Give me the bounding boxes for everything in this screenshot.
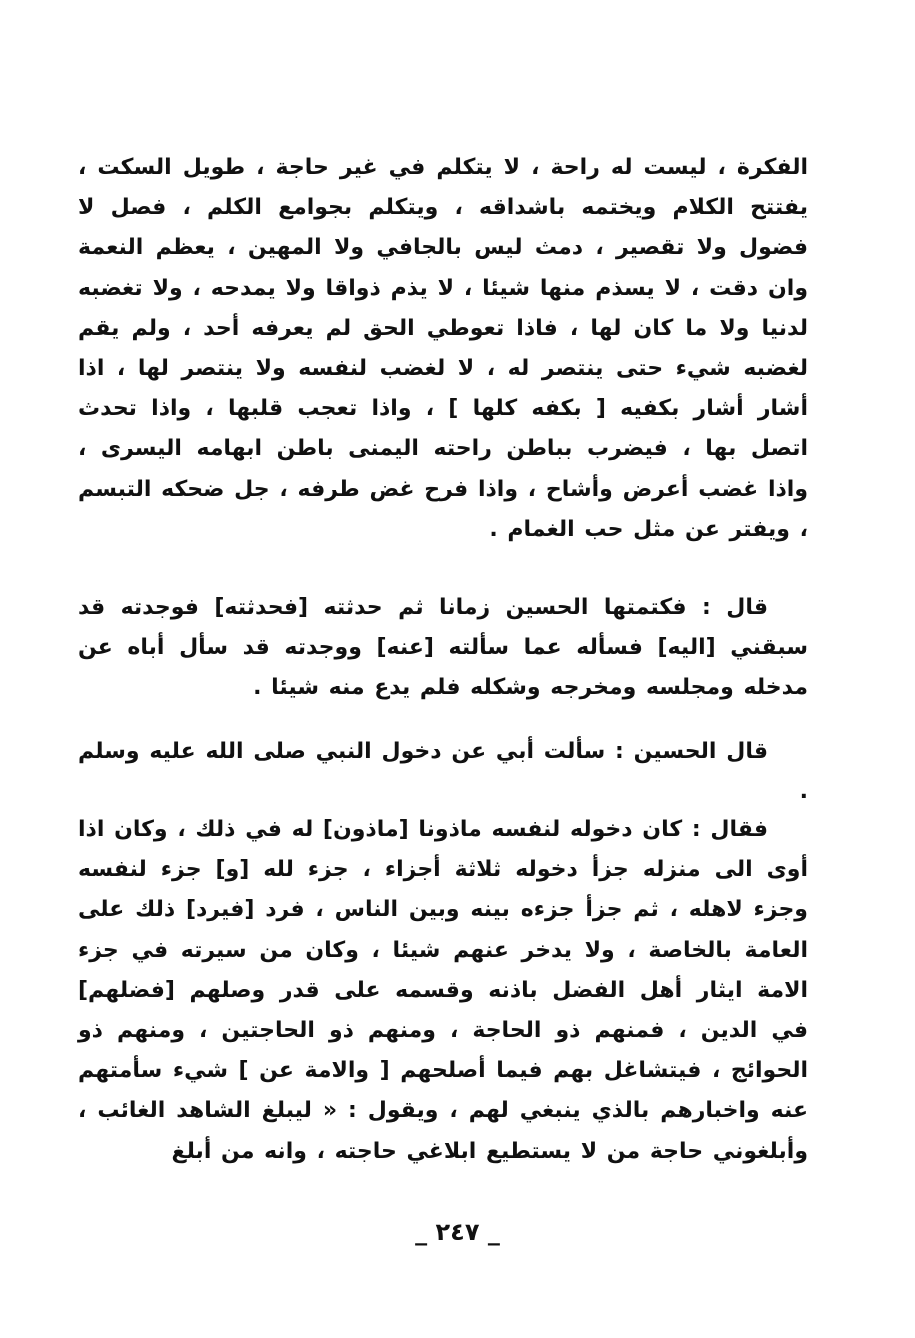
paragraph-al-hussein-asked: قال الحسين : سألت أبي عن دخول النبي صلى الله عليه وسلم .: [78, 739, 808, 805]
paragraph-his-entry: فقال : كان دخوله لنفسه ماذونا [ماذون] له في ذلك ، وكان اذا أوى الى منزله جزأ دخوله ثلاثة أجزاء ، جزء لله [و] جزء لنفسه وجزء لاهله ، ثم جزأ جزءه بينه وبين الناس ، فرد [فيرد] ذلك على العامة بالخاصة ، ولا يدخر عنهم شيئا ، وكان من سيرته في جزء الامة ايثار أهل الفضل باذنه وقسمه على قدر وصلهم [فضلهم] في الدين ، فمنهم ذو الحاجة ، ومنهم ذو الحاجتين ، ومنهم ذو الحوائج ، فيتشاغل بهم فيما أصلحهم [ والامة عن ] شيء سأمتهم عنه واخبارهم بالذي ينبغي لهم ، ويقول : « ليبلغ الشاهد الغائب ، وأبلغوني حاجة من لا يستطيع ابلاغي حاجته ، وانه من أبلغ: [78, 817, 808, 1164]
paragraph-description: الفكرة ، ليست له راحة ، لا يتكلم في غير حاجة ، طويل السكت ، يفتتح الكلام ويختمه باشداقه ، ويتكلم بجوامع الكلم ، فصل لا فضول ولا تقصير ، دمث ليس بالجافي ولا المهين ، يعظم النعمة وان دقت ، لا يسذم منها شيئا ، لا يذم ذواقا ولا يمدحه ، ولا تغضبه لدنيا ولا ما كان لها ، فاذا تعوطي الحق لم يعرفه أحد ، ولم يقم لغضبه شيء حتى ينتصر له ، لا لغضب لنفسه ولا ينتصر لها ، اذا أشار أشار بكفيه [ بكفه كلها ] ، واذا تعجب قلبها ، واذا تحدث اتصل بها ، فيضرب بباطن راحته اليمنى باطن ابهامه اليسرى ، واذا غضب أعرض وأشاح ، واذا فرح غض طرفه ، جل ضحكه التبسم ، ويفتر عن مثل حب الغمام .: [78, 155, 808, 542]
page-number: _ ٢٤٧ _: [415, 1218, 500, 1246]
paragraph-al-hussein-concealed: قال : فكتمتها الحسين زمانا ثم حدثته [فحدثته] فوجدته قد سبقني [اليه] فسأله عما سألته [عنه] ووجدته قد سأل أباه عن مدخله ومجلسه ومخرجه وشكله فلم يدع منه شيئا .: [78, 595, 808, 701]
